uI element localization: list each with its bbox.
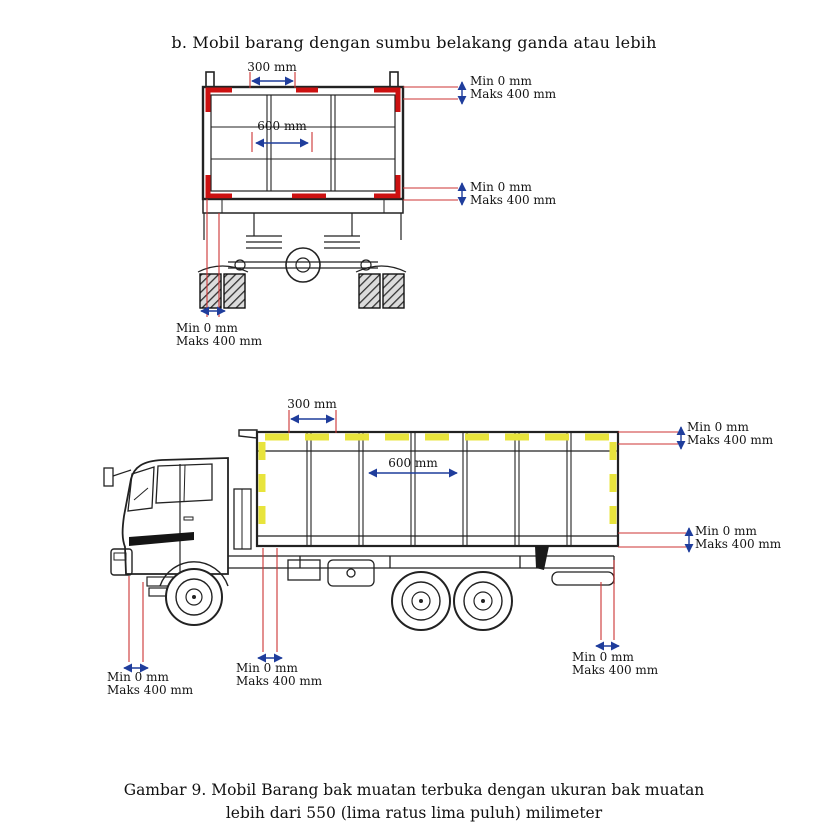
rear-bottom-left-label (176, 322, 262, 348)
side-bottom-right-max: Maks 400 mm (572, 663, 659, 677)
rear-mid-right-label (470, 181, 556, 207)
side-bottom-left-label (107, 671, 193, 697)
rear-wheels (200, 274, 404, 308)
side-yellow-markers (262, 437, 613, 538)
side-bottom-mid-min: Min 0 mm (236, 661, 298, 675)
side-bottom-right-min: Min 0 mm (572, 650, 634, 664)
side-dim-600-label: 600 mm (388, 456, 438, 470)
side-mid-right-max: Maks 400 mm (695, 537, 782, 551)
rear-top-right-min: Min 0 mm (470, 74, 532, 88)
rear-bottom-left-max: Maks 400 mm (176, 334, 263, 348)
side-cargo-box (239, 430, 618, 546)
rear-top-right-label (470, 75, 556, 101)
side-mid-right-min: Min 0 mm (695, 524, 757, 538)
side-bottom-mid-max: Maks 400 mm (236, 674, 323, 688)
rear-bottom-left-min: Min 0 mm (176, 321, 238, 335)
side-bottom-right-label (572, 651, 658, 677)
side-bottom-left-min: Min 0 mm (107, 670, 169, 684)
rear-undercarriage (198, 213, 406, 282)
rear-dim-300-label: 300 mm (247, 60, 297, 74)
side-bottom-left-max: Maks 400 mm (107, 683, 194, 697)
rear-bumper (203, 199, 403, 213)
side-view-drawing (104, 430, 618, 630)
rear-right-post (390, 72, 398, 87)
side-mid-right-label (695, 525, 781, 551)
rear-dim-600-label: 600 mm (257, 119, 307, 133)
figure-caption (0, 779, 828, 825)
side-dim-300-label: 300 mm (287, 397, 337, 411)
side-top-right-max: Maks 400 mm (687, 433, 774, 447)
rear-mid-right-max: Maks 400 mm (470, 193, 557, 207)
rear-left-post (206, 72, 214, 87)
side-top-right-label (687, 421, 773, 447)
rear-top-right-max: Maks 400 mm (470, 87, 557, 101)
side-wheels (166, 569, 512, 630)
figure-caption-line1: Gambar 9. Mobil Barang bak muatan terbuka dengan ukuran bak muatan (123, 781, 705, 799)
side-bottom-mid-label (236, 662, 322, 688)
rear-mid-right-min: Min 0 mm (470, 180, 532, 194)
figure-title: b. Mobil barang dengan sumbu belakang ganda atau lebih (171, 33, 657, 52)
rear-view-drawing (198, 72, 406, 308)
figure-caption-line2: lebih dari 550 (lima ratus lima puluh) milimeter (225, 804, 603, 822)
side-top-right-min: Min 0 mm (687, 420, 749, 434)
